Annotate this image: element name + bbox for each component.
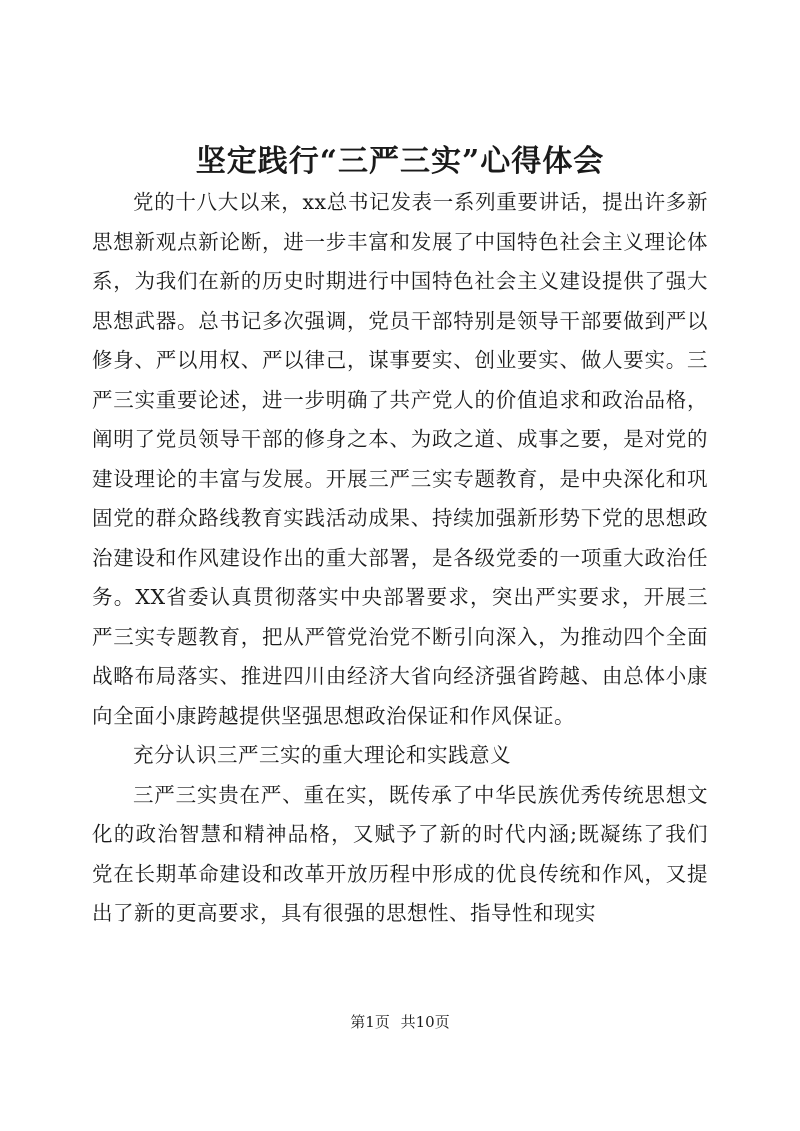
page-footer xyxy=(0,1012,800,1032)
body-paragraph: 党的十八大以来，xx总书记发表一系列重要讲话，提出许多新思想新观点新论断，进一步丰富和发展了中国特色社会主义理论体系，为我们在新的历史时期进行中国特色社会主义建设提供了强大思想武器。总书记多次强调，党员干部特别是领导干部要做到严以修身、严以用权、严以律己，谋事要实、创业要实、做人要实。三严三实重要论述，进一步明确了共产党人的价值追求和政治品格，阐明了党员领导干部的修身之本、为政之道、成事之要，是对党的建设理论的丰富与发展。开展三严三实专题教育，是中央深化和巩固党的群众路线教育实践活动成果、持续加强新形势下党的思想政治建设和作风建设作出的重大部署，是各级党委的一项重大政治任务。XX省委认真贯彻落实中央部署要求，突出严实要求，开展三严三实专题教育，把从严管党治党不断引向深入，为推动四个全面战略布局落实、推进四川由经济大省向经济强省跨越、由总体小康向全面小康跨越提供坚强思想政治保证和作风保证。 xyxy=(92,190,708,728)
document-title: 坚定践行“三严三实”心得体会 xyxy=(195,144,605,179)
section-heading: 充分认识三严三实的重大理论和实践意义 xyxy=(133,743,511,767)
section-paragraph: 三严三实贵在严、重在实，既传承了中华民族优秀传统思想文化的政治智慧和精神品格，又赋予了新的时代内涵;既凝练了我们党在长期革命建设和改革开放历程中形成的优良传统和作风，又提出了新的更高要求，具有很强的思想性、指导性和现实 xyxy=(92,782,708,925)
page-total: 共10页 xyxy=(400,1013,450,1031)
page-number: 第1页 xyxy=(350,1013,390,1031)
document-body xyxy=(92,183,708,934)
